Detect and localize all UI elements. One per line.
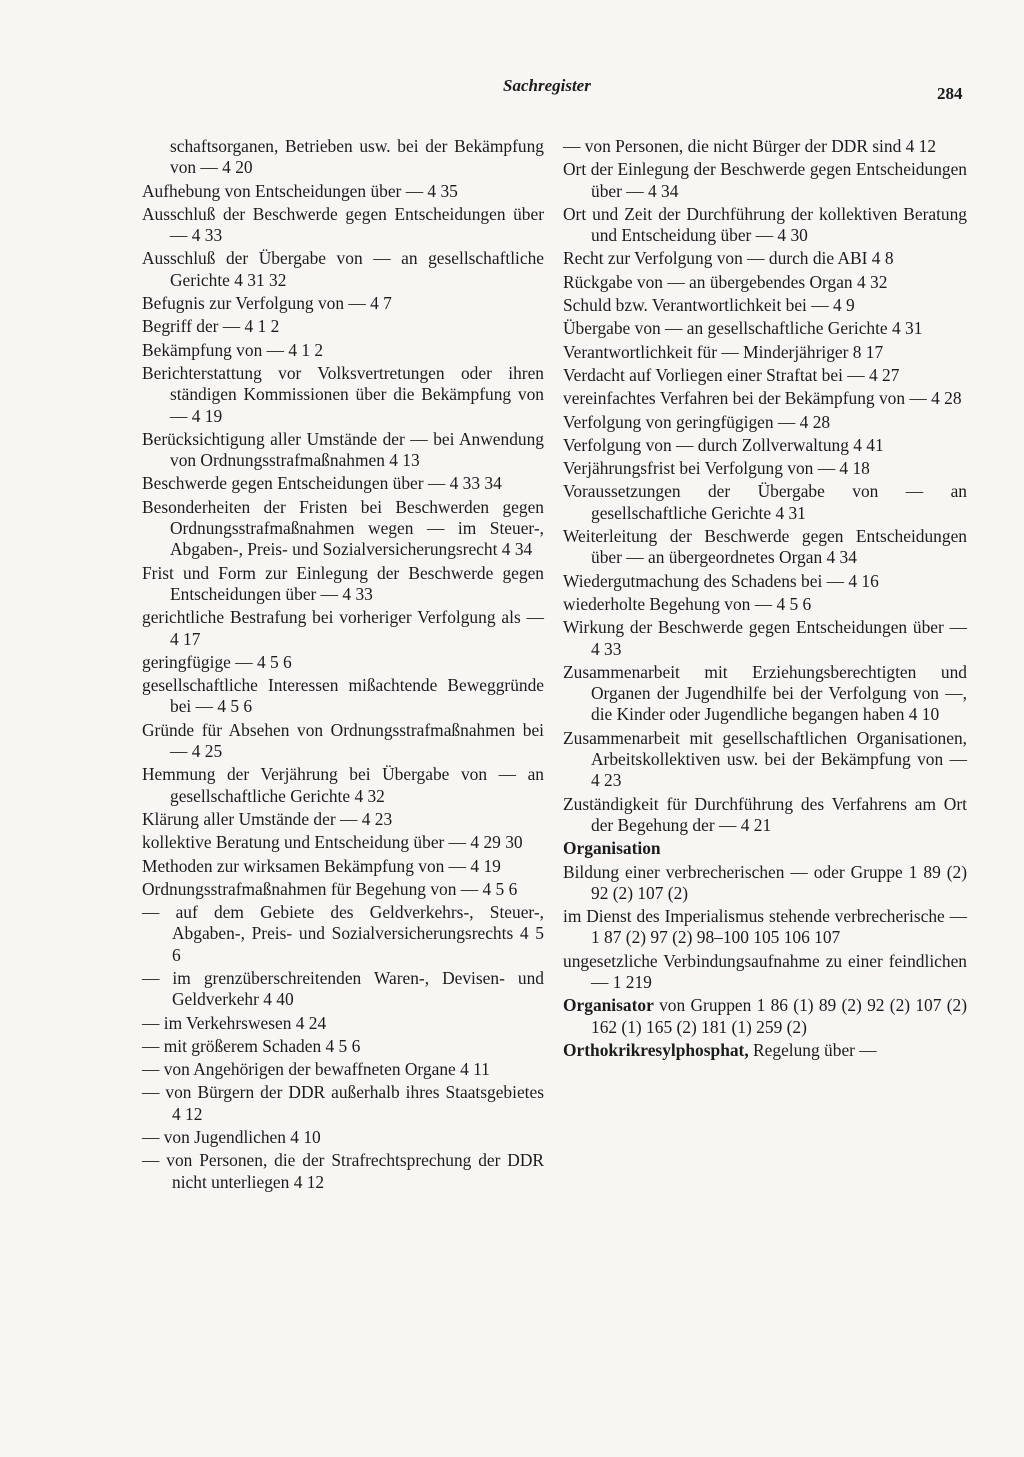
- index-entry: Gründe für Absehen von Ordnungsstrafmaßnahmen bei — 4 25: [142, 719, 544, 762]
- index-entry: Verfolgung von geringfügigen — 4 28: [563, 411, 831, 432]
- index-entry: geringfügige — 4 5 6: [142, 651, 292, 672]
- headword-references: Regelung über —: [748, 1039, 877, 1060]
- index-subentry: — von Jugendlichen 4 10: [142, 1127, 321, 1148]
- index-entry: Berichterstattung vor Volksvertretungen oder ihren ständigen Kommissionen über die Bekämpfung von — 4 19: [142, 362, 544, 426]
- index-subentry: — von Angehörigen der bewaffneten Organe 4 11: [142, 1059, 490, 1080]
- index-entry: kollektive Beratung und Entscheidung über — 4 29 30: [142, 832, 523, 853]
- index-entry: Methoden zur wirksamen Bekämpfung von — 4 19: [142, 855, 501, 876]
- page-title: Sachregister: [503, 76, 591, 95]
- index-subentry: — auf dem Gebiete des Geldverkehrs-, Steuer-, Abgaben-, Preis- und Sozialversicherungsrechts 4 5 6: [142, 902, 544, 965]
- index-headword: [563, 838, 967, 859]
- index-column-left: [142, 136, 544, 1193]
- index-subentry: — mit größerem Schaden 4 5 6: [142, 1035, 361, 1056]
- index-entry: Verdacht auf Vorliegen einer Straftat bei — 4 27: [563, 364, 900, 385]
- index-entry: ungesetzliche Verbindungsaufnahme zu einer feindlichen — 1 219: [563, 950, 967, 992]
- index-entry: Rückgabe von — an übergebendes Organ 4 32: [563, 271, 888, 292]
- headword-term: Organisation: [563, 838, 661, 859]
- index-entry: Ordnungsstrafmaßnahmen für Begehung von — 4 5 6: [142, 878, 518, 899]
- index-entry: Bekämpfung von — 4 1 2: [142, 339, 324, 360]
- index-entry: Frist und Form zur Einlegung der Beschwerde gegen Entscheidungen über — 4 33: [142, 562, 544, 604]
- index-entry: Beschwerde gegen Entscheidungen über — 4 33 34: [142, 473, 502, 494]
- index-entry: gerichtliche Bestrafung bei vorheriger Verfolgung als — 4 17: [142, 607, 544, 649]
- index-entry: Wirkung der Beschwerde gegen Entscheidungen über — 4 33: [563, 617, 967, 659]
- index-entry: Ausschluß der Übergabe von — an gesellschaftliche Gerichte 4 31 32: [142, 248, 544, 290]
- index-entry: Ort und Zeit der Durchführung der kollektiven Beratung und Entscheidung über — 4 30: [563, 203, 967, 246]
- index-entry: Berücksichtigung aller Umstände der — bei Anwendung von Ordnungsstrafmaßnahmen 4 13: [142, 428, 544, 471]
- index-entry: Verjährungsfrist bei Verfolgung von — 4 18: [563, 458, 870, 479]
- index-subentry: — von Bürgern der DDR außerhalb ihres Staatsgebietes 4 12: [142, 1082, 544, 1124]
- index-entry: Schuld bzw. Verantwortlichkeit bei — 4 9: [563, 295, 855, 316]
- index-entry: Aufhebung von Entscheidungen über — 4 35: [142, 180, 458, 201]
- index-entry: wiederholte Begehung von — 4 5 6: [563, 593, 812, 614]
- index-entry: Befugnis zur Verfolgung von — 4 7: [142, 293, 392, 314]
- index-entry: Ausschluß der Beschwerde gegen Entscheidungen über — 4 33: [142, 203, 544, 246]
- headword-term: Organisator: [563, 995, 654, 1016]
- index-column-right: [563, 136, 967, 1061]
- index-entry: Wiedergutmachung des Schadens bei — 4 16: [563, 570, 879, 591]
- index-entry: Begriff der — 4 1 2: [142, 316, 280, 337]
- index-headword: [563, 1040, 967, 1061]
- index-entry: Übergabe von — an gesellschaftliche Gerichte 4 31: [563, 318, 923, 339]
- index-subentry: — von Personen, die nicht Bürger der DDR sind 4 12: [563, 136, 937, 156]
- headword-references: von Gruppen 1 86 (1) 89 (2) 92 (2) 107 (2) 162 (1) 165 (2) 181 (1) 259 (2): [591, 995, 967, 1037]
- index-subentry: — im Verkehrswesen 4 24: [142, 1012, 327, 1033]
- index-entry: Besonderheiten der Fristen bei Beschwerden gegen Ordnungsstrafmaßnahmen wegen — im Steuer-, Abgaben-, Preis- und Sozialversicherungsrecht 4 34: [142, 496, 544, 560]
- index-entry: Weiterleitung der Beschwerde gegen Entscheidungen über — an übergeordnetes Organ 4 34: [563, 526, 967, 568]
- index-headword: [563, 995, 967, 1038]
- index-entry: Klärung aller Umstände der — 4 23: [142, 808, 393, 829]
- index-subentry: — im grenzüberschreitenden Waren-, Devisen- und Geldverkehr 4 40: [142, 967, 544, 1010]
- index-entry: Zusammenarbeit mit Erziehungsberechtigten und Organen der Jugendhilfe bei der Verfolgung von —, die Kinder oder Jugendliche begangen haben 4 10: [563, 661, 967, 725]
- index-entry: gesellschaftliche Interessen mißachtende Beweggründe bei — 4 5 6: [142, 675, 544, 717]
- index-entry: Recht zur Verfolgung von — durch die ABI 4 8: [563, 248, 894, 269]
- index-entry: vereinfachtes Verfahren bei der Bekämpfung von — 4 28: [563, 388, 962, 409]
- page-number: 284: [937, 84, 963, 103]
- index-entry: Bildung einer verbrecherischen — oder Gruppe 1 89 (2) 92 (2) 107 (2): [563, 861, 967, 903]
- index-entry: Verantwortlichkeit für — Minderjähriger 8 17: [563, 341, 884, 362]
- headword-term: Orthokrikresylphosphat,: [563, 1039, 749, 1060]
- index-entry: Ort der Einlegung der Beschwerde gegen Entscheidungen über — 4 34: [563, 159, 967, 201]
- index-entry-continuation: schaftsorganen, Betrieben usw. bei der Bekämpfung von — 4 20: [170, 136, 544, 178]
- index-entry: Hemmung der Verjährung bei Übergabe von — an gesellschaftliche Gerichte 4 32: [142, 764, 544, 806]
- index-entry: im Dienst des Imperialismus stehende verbrecherische — 1 87 (2) 97 (2) 98–100 105 106 107: [563, 906, 967, 948]
- index-entry: Zuständigkeit für Durchführung des Verfahrens am Ort der Begehung der — 4 21: [563, 793, 967, 835]
- index-entry: Voraussetzungen der Übergabe von — an gesellschaftliche Gerichte 4 31: [563, 481, 967, 523]
- index-subentry: — von Personen, die der Strafrechtsprechung der DDR nicht unterliegen 4 12: [142, 1150, 544, 1192]
- index-entry: Verfolgung von — durch Zollverwaltung 4 41: [563, 434, 884, 455]
- index-entry: Zusammenarbeit mit gesellschaftlichen Organisationen, Arbeitskollektiven usw. bei der Bekämpfung von — 4 23: [563, 727, 967, 791]
